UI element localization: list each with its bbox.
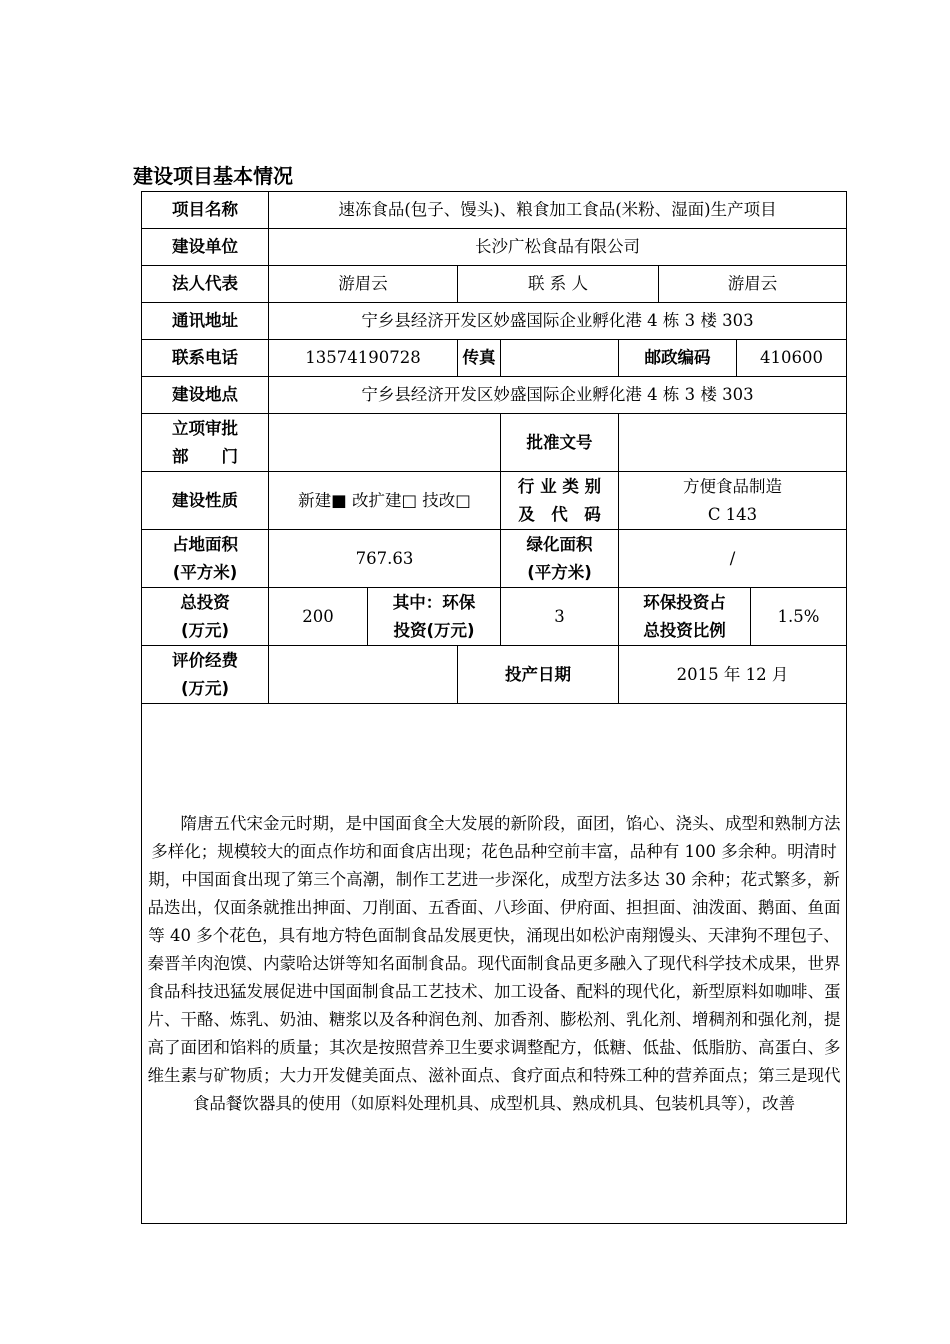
investment-label-line1: 总投资 <box>180 592 230 612</box>
address-value: 宁乡县经济开发区妙盛国际企业孵化港 4 栋 3 楼 303 <box>269 303 847 340</box>
green-area-label-line1: 绿化面积 <box>526 534 593 554</box>
nature-label: 建设性质 <box>142 472 269 530</box>
contact-label: 联 系 人 <box>458 266 659 303</box>
postcode-label: 邮政编码 <box>619 340 737 377</box>
approval-label <box>142 414 269 472</box>
green-area-label-line2: (平方米) <box>527 562 592 582</box>
contact-value: 游眉云 <box>659 266 847 303</box>
phone-label: 联系电话 <box>142 340 269 377</box>
row-nature <box>142 472 847 530</box>
row-area <box>142 530 847 588</box>
site-value: 宁乡县经济开发区妙盛国际企业孵化港 4 栋 3 楼 303 <box>269 377 847 414</box>
investment-value: 200 <box>269 588 368 646</box>
approval-label-line1: 立项审批 <box>172 418 238 438</box>
evaluation-label-line1: 评价经费 <box>172 650 238 670</box>
evaluation-label <box>142 646 269 704</box>
construction-unit-value: 长沙广松食品有限公司 <box>269 229 847 266</box>
fax-label: 传真 <box>458 340 501 377</box>
area-value: 767.63 <box>269 530 501 588</box>
project-name-value: 速冻食品(包子、馒头)、粮食加工食品(米粉、湿面)生产项目 <box>269 192 847 229</box>
project-name-label: 项目名称 <box>142 192 269 229</box>
address-label: 通讯地址 <box>142 303 269 340</box>
row-construction-unit <box>142 229 847 266</box>
area-label <box>142 530 269 588</box>
investment-label <box>142 588 269 646</box>
env-ratio-value: 1.5% <box>751 588 847 646</box>
description-cell <box>142 704 847 1224</box>
legal-rep-value: 游眉云 <box>269 266 458 303</box>
start-date-value: 2015 年 12 月 <box>619 646 847 704</box>
industry-value-line1: 方便食品制造 <box>683 476 782 496</box>
env-investment-label-line2: 投资(万元) <box>393 620 475 640</box>
approval-doc-value <box>619 414 847 472</box>
env-investment-value: 3 <box>501 588 619 646</box>
env-investment-label-line1: 其中：环保 <box>392 592 476 612</box>
industry-label-line2: 及 代 码 <box>518 504 601 524</box>
area-label-line1: 占地面积 <box>172 534 238 554</box>
nature-value: 新建■ 改扩建□ 技改□ <box>269 472 501 530</box>
industry-value <box>619 472 847 530</box>
approval-value <box>269 414 501 472</box>
row-description <box>142 704 847 1224</box>
row-address <box>142 303 847 340</box>
row-legal-rep <box>142 266 847 303</box>
row-phone <box>142 340 847 377</box>
evaluation-label-line2: (万元) <box>180 678 230 698</box>
approval-doc-label: 批准文号 <box>501 414 619 472</box>
description-paragraph: 隋唐五代宋金元时期，是中国面食全大发展的新阶段，面团，馅心、浇头、成型和熟制方法多样化；规模较大的面点作坊和面食店出现；花色品种空前丰富，品种有 100 多余种。明清时期，中国面食出现了第三个高潮，制作工艺进一步深化，成型方法多达 30 余种；花式繁多，新品迭出，仅面条就推出抻面、刀削面、五香面、八珍面、伊府面、担担面、油泼面、鹅面、鱼面等 40 多个花色，具有地方特色面制食品发展更快，涌现出如松沪南翔馒头、天津狗不理包子、秦晋羊肉泡馍、内蒙哈达饼等知名面制食品。现代面制食品更多融入了现代科学技术成果，世界食品科技迅猛发展促进中国面制食品工艺技术、加工设备、配料的现代化，新型原料如咖啡、蛋片、干酪、炼乳、奶油、糖浆以及各种润色剂、加香剂、膨松剂、乳化剂、增稠剂和强化剂，提高了面团和馅料的质量；其次是按照营养卫生要求调整配方，低糖、低盐、低脂肪、高蛋白、多维生素与矿物质；大力开发健美面点、滋补面点、食疗面点和特殊工种的营养面点；第三是现代食品餐饮器具的使用（如原料处理机具、成型机具、熟成机具、包装机具等），改善 <box>147 813 841 1113</box>
area-label-line2: (平方米) <box>172 562 238 582</box>
start-date-label: 投产日期 <box>458 646 619 704</box>
env-ratio-label <box>619 588 751 646</box>
phone-value: 13574190728 <box>269 340 458 377</box>
industry-label <box>501 472 619 530</box>
industry-value-line2: C 143 <box>707 504 758 524</box>
industry-label-line1: 行 业 类 别 <box>517 476 602 496</box>
construction-unit-label: 建设单位 <box>142 229 269 266</box>
green-area-label <box>501 530 619 588</box>
row-investment <box>142 588 847 646</box>
env-ratio-label-line1: 环保投资占 <box>643 592 726 612</box>
green-area-value: / <box>619 530 847 588</box>
row-approval <box>142 414 847 472</box>
section-title: 建设项目基本情况 <box>133 164 293 188</box>
env-investment-label <box>368 588 501 646</box>
legal-rep-label: 法人代表 <box>142 266 269 303</box>
row-site <box>142 377 847 414</box>
evaluation-value <box>269 646 458 704</box>
postcode-value: 410600 <box>737 340 847 377</box>
env-ratio-label-line2: 总投资比例 <box>643 620 726 640</box>
row-project-name <box>142 192 847 229</box>
project-info-table <box>141 191 847 1224</box>
investment-label-line2: (万元) <box>180 620 230 640</box>
approval-label-line2: 部 门 <box>172 446 238 466</box>
row-evaluation <box>142 646 847 704</box>
site-label: 建设地点 <box>142 377 269 414</box>
fax-value <box>501 340 619 377</box>
